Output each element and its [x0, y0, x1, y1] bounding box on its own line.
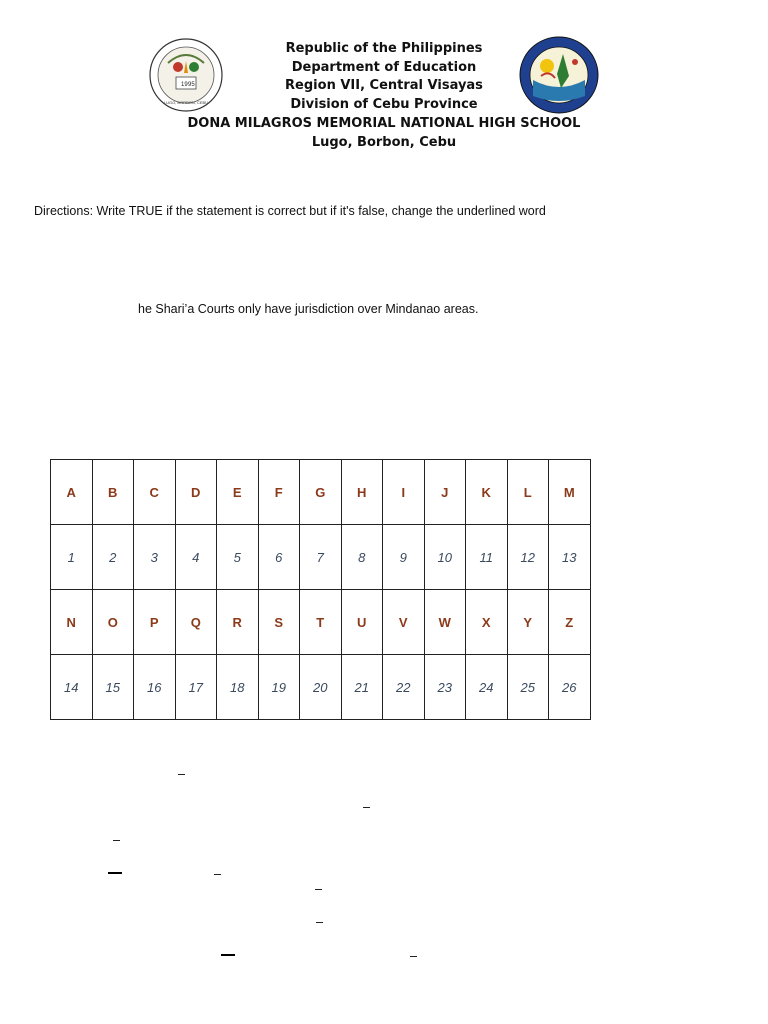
cipher-number: 8: [341, 525, 383, 590]
answer-blank: [221, 954, 235, 956]
cipher-number: 15: [92, 655, 134, 720]
cipher-row-numbers-1-13: [51, 525, 591, 590]
cipher-number: 3: [134, 525, 176, 590]
statement-text: he Shari’a Courts only have jurisdiction over Mindanao areas.: [138, 302, 479, 316]
cipher-number: 26: [549, 655, 591, 720]
cipher-number: 24: [466, 655, 508, 720]
answer-blank: [316, 922, 323, 923]
cipher-letter: P: [134, 590, 176, 655]
cipher-letter: S: [258, 590, 300, 655]
answer-blank: [410, 956, 417, 957]
cipher-number: 19: [258, 655, 300, 720]
header-address: Lugo, Borbon, Cebu: [311, 134, 457, 150]
header-region: Region VII, Central Visayas: [285, 78, 483, 94]
seal-caption: LUGO, BORBON, CEBU: [163, 100, 209, 105]
cipher-row-letters-n-z: [51, 590, 591, 655]
cipher-number: 14: [51, 655, 93, 720]
cipher-number: 9: [383, 525, 425, 590]
cipher-letter: W: [424, 590, 466, 655]
seal-year-left: 19: [181, 82, 188, 88]
header-division: Division of Cebu Province: [290, 97, 478, 113]
answer-blank: [315, 889, 322, 890]
cipher-letter: D: [175, 460, 217, 525]
cipher-letter: K: [466, 460, 508, 525]
cipher-number: 23: [424, 655, 466, 720]
cipher-letter: B: [92, 460, 134, 525]
cipher-letter: A: [51, 460, 93, 525]
cipher-number: 12: [507, 525, 549, 590]
answer-blank: [178, 774, 185, 775]
cipher-letter: O: [92, 590, 134, 655]
cipher-letter: Q: [175, 590, 217, 655]
cipher-letter: C: [134, 460, 176, 525]
cipher-row-letters-a-m: [51, 460, 591, 525]
cipher-number: 25: [507, 655, 549, 720]
cipher-number: 17: [175, 655, 217, 720]
cipher-letter: E: [217, 460, 259, 525]
cipher-number: 16: [134, 655, 176, 720]
cipher-letter: X: [466, 590, 508, 655]
seal-year-right: 95: [188, 82, 195, 88]
cipher-number: 10: [424, 525, 466, 590]
answer-blank: [214, 874, 221, 875]
cipher-number: 1: [51, 525, 93, 590]
cipher-number: 4: [175, 525, 217, 590]
cipher-number: 18: [217, 655, 259, 720]
cipher-number: 13: [549, 525, 591, 590]
cipher-letter: G: [300, 460, 342, 525]
cipher-number: 21: [341, 655, 383, 720]
cipher-letter: H: [341, 460, 383, 525]
cipher-number: 2: [92, 525, 134, 590]
cipher-number: 5: [217, 525, 259, 590]
cipher-letter: M: [549, 460, 591, 525]
answer-blank: [108, 872, 122, 874]
cipher-letter: Y: [507, 590, 549, 655]
cipher-letter: N: [51, 590, 93, 655]
cipher-number: 22: [383, 655, 425, 720]
cipher-letter: U: [341, 590, 383, 655]
letter-number-cipher-table: [50, 459, 591, 720]
cipher-number: 7: [300, 525, 342, 590]
cipher-letter: Z: [549, 590, 591, 655]
school-header: [0, 40, 768, 152]
cipher-letter: J: [424, 460, 466, 525]
header-republic: Republic of the Philippines: [285, 41, 483, 56]
cipher-number: 11: [466, 525, 508, 590]
header-school-name: DONA MILAGROS MEMORIAL NATIONAL HIGH SCHOOL: [187, 115, 581, 131]
answer-blank: [113, 840, 120, 841]
cipher-letter: R: [217, 590, 259, 655]
answer-blank: [363, 807, 370, 808]
cipher-number: 6: [258, 525, 300, 590]
cipher-number: 20: [300, 655, 342, 720]
cipher-row-numbers-14-26: [51, 655, 591, 720]
header-department: Department of Education: [291, 59, 477, 75]
cipher-letter: T: [300, 590, 342, 655]
cipher-letter: L: [507, 460, 549, 525]
directions-text: Directions: Write TRUE if the statement is correct but if it's false, change the underlined word: [34, 204, 546, 218]
cipher-letter: V: [383, 590, 425, 655]
cipher-letter: F: [258, 460, 300, 525]
cipher-letter: I: [383, 460, 425, 525]
